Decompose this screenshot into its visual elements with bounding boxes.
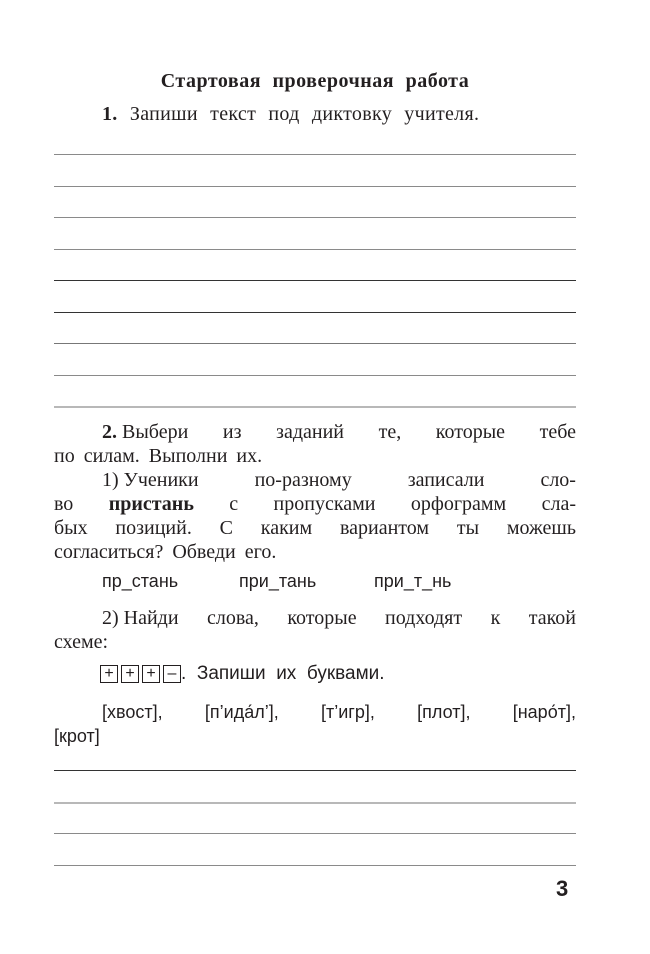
answer-line[interactable] bbox=[54, 217, 576, 218]
sound-schema bbox=[100, 663, 385, 685]
subtask-1-line-3: бых позиций. С каким вариантом ты можешь bbox=[54, 517, 576, 539]
transcriptions-line-1 bbox=[54, 700, 576, 724]
answer-line[interactable] bbox=[54, 865, 576, 866]
answer-line[interactable] bbox=[54, 249, 576, 250]
answer-line[interactable] bbox=[54, 770, 576, 771]
answer-line[interactable] bbox=[54, 375, 576, 376]
answer-line[interactable] bbox=[54, 833, 576, 834]
transcription: [крот] bbox=[54, 726, 100, 746]
subtask-1-line-4: согласиться? Обведи его. bbox=[54, 541, 277, 563]
subtask-1-line-1: 1) Ученики по-разному записали сло- bbox=[102, 469, 576, 491]
schema-box-plus-icon: + bbox=[100, 665, 118, 683]
option-1[interactable]: пр_стань bbox=[102, 571, 179, 591]
transcription: [т’игр], bbox=[320, 702, 375, 722]
transcription: [плот], bbox=[417, 702, 471, 722]
task-2-intro-line-2: по силам. Выполни их. bbox=[54, 445, 263, 467]
option-2[interactable]: при_тань bbox=[239, 571, 317, 591]
answer-line[interactable] bbox=[54, 406, 576, 408]
transcription: [хвост], bbox=[102, 702, 163, 722]
answer-line[interactable] bbox=[54, 280, 576, 281]
schema-box-plus-icon: + bbox=[142, 665, 160, 683]
schema-box-minus-icon: – bbox=[163, 665, 181, 683]
transcription: [п’ида́л’], bbox=[204, 702, 279, 722]
answer-line[interactable] bbox=[54, 802, 576, 804]
spelling-options bbox=[102, 571, 451, 592]
schema-box-plus-icon: + bbox=[121, 665, 139, 683]
page-number: 3 bbox=[556, 876, 569, 901]
task-2-intro bbox=[54, 420, 576, 468]
answer-line[interactable] bbox=[54, 343, 576, 344]
task-1-text: Запиши текст под диктовку учителя. bbox=[129, 103, 480, 125]
task-1-instruction bbox=[102, 103, 479, 126]
answer-line[interactable] bbox=[54, 312, 576, 313]
transcription: [наро́т], bbox=[512, 702, 576, 722]
answer-line[interactable] bbox=[54, 186, 576, 187]
task-2-number: 2. bbox=[102, 421, 117, 443]
subtask-1-line-2: во пристань с пропусками орфограмм сла- bbox=[54, 493, 576, 515]
subtask-1 bbox=[54, 468, 576, 564]
transcriptions bbox=[54, 700, 576, 748]
subtask-2-line-1: 2) Найди слова, которые подходят к такой bbox=[102, 607, 576, 629]
option-3[interactable]: при_т_нь bbox=[374, 571, 452, 591]
task-2-intro-line-1: 2. Выбери из заданий те, которые тебе bbox=[102, 421, 576, 443]
answer-line[interactable] bbox=[54, 154, 576, 155]
keyword-pristan: пристань bbox=[108, 493, 194, 515]
page-title: Стартовая проверочная работа bbox=[160, 70, 470, 92]
task-1-number: 1. bbox=[102, 103, 118, 125]
schema-instruction: . Запиши их буквами. bbox=[181, 663, 385, 684]
subtask-2 bbox=[54, 606, 576, 654]
subtask-2-line-2: схеме: bbox=[54, 631, 109, 653]
